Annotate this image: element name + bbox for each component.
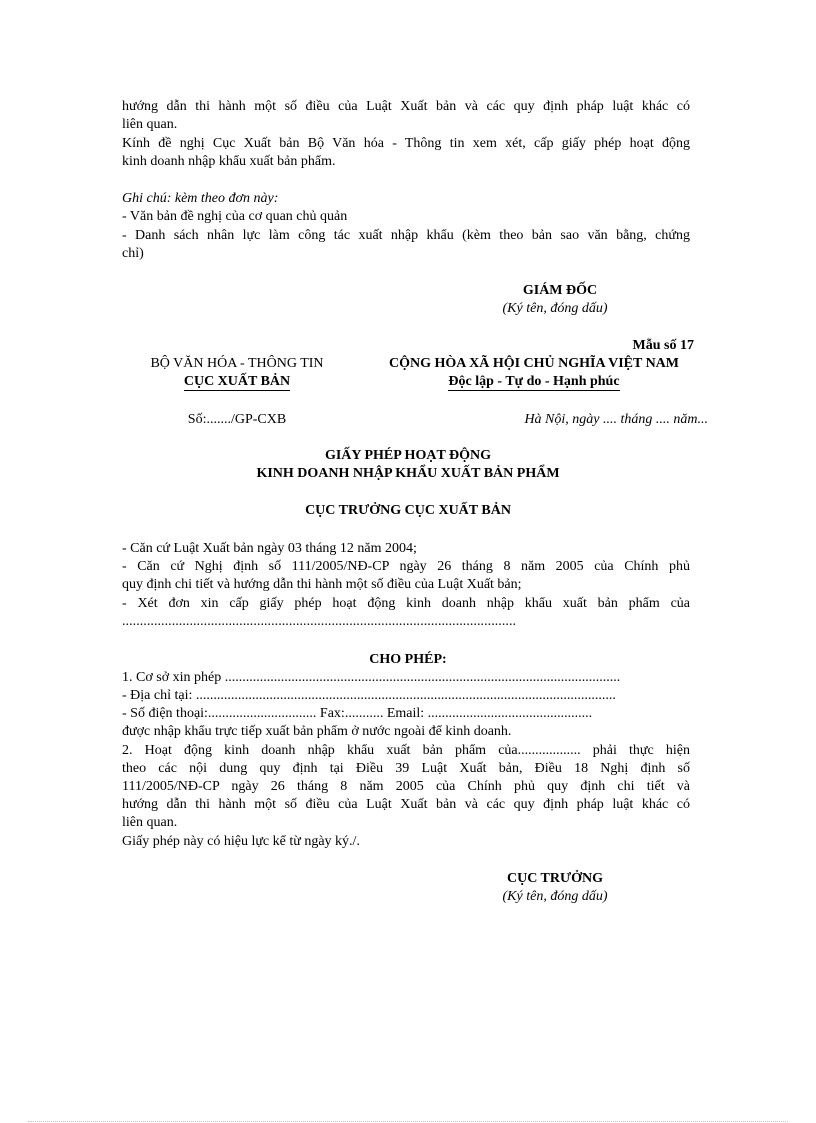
permit-item: 111/2005/NĐ-CP ngày 26 tháng 8 năm 2005 của Chính phủ quy định chi tiết và: [122, 779, 690, 794]
agency-department: CỤC XUẤT BẢN: [183, 374, 291, 389]
body-text-line: Kính đề nghị Cục Xuất bản Bộ Văn hóa - Thông tin xem xét, cấp giấy phép hoạt động: [122, 136, 690, 151]
legal-basis-line: - Xét đơn xin cấp giấy phép hoạt động kinh doanh nhập khẩu xuất bản phẩm của: [122, 596, 690, 611]
national-motto: Độc lập - Tự do - Hạnh phúc: [448, 374, 620, 389]
document-title: GIẤY PHÉP HOẠT ĐỘNG: [324, 448, 492, 463]
place-date: Hà Nội, ngày .... tháng .... năm...: [524, 412, 708, 427]
body-text-line: hướng dẫn thi hành một số điều của Luật Xuất bản và các quy định pháp luật khác có: [122, 99, 690, 114]
permit-item: theo các nội dung quy định tại Điều 39 Luật Xuất bản, Điều 18 Nghị định số: [122, 761, 690, 776]
note-item: - Danh sách nhân lực làm công tác xuất nhập khẩu (kèm theo bản sao văn bằng, chứng: [122, 228, 690, 243]
permit-item: - Số điện thoại:............................... Fax:........... Email: ...............................................: [122, 706, 593, 721]
page-bottom-rule: [28, 1121, 788, 1122]
legal-basis-line: quy định chi tiết và hướng dẫn thi hành một số điều của Luật Xuất bản;: [122, 577, 522, 592]
permit-heading: CHO PHÉP:: [369, 652, 447, 667]
validity-statement: Giấy phép này có hiệu lực kể từ ngày ký./.: [122, 834, 360, 849]
permit-item: liên quan.: [122, 815, 178, 830]
note-item: - Văn bản đề nghị của cơ quan chủ quản: [122, 209, 348, 224]
permit-item: - Địa chỉ tại: ........................................................................................................................: [122, 688, 616, 703]
permit-item: được nhập khẩu trực tiếp xuất bản phẩm ở nước ngoài để kinh doanh.: [122, 724, 512, 739]
director-signature-note: (Ký tên, đóng dấu): [502, 301, 608, 316]
legal-basis-line: - Căn cứ Nghị định số 111/2005/NĐ-CP ngày 26 tháng 8 năm 2005 của Chính phủ: [122, 559, 690, 574]
legal-basis-dots: ...............................................................................................................: [122, 614, 517, 629]
permit-item: 1. Cơ sở xin phép .................................................................................................................: [122, 670, 621, 685]
permit-item: hướng dẫn thi hành một số điều của Luật Xuất bản và các quy định pháp luật khác có: [122, 797, 690, 812]
director-signature-title: GIÁM ĐỐC: [522, 283, 598, 298]
document-subtitle: KINH DOANH NHẬP KHẨU XUẤT BẢN PHẨM: [256, 466, 560, 481]
legal-basis-line: - Căn cứ Luật Xuất bản ngày 03 tháng 12 năm 2004;: [122, 541, 417, 556]
agency-ministry: BỘ VĂN HÓA - THÔNG TIN: [150, 356, 324, 371]
national-title: CỘNG HÒA XÃ HỘI CHỦ NGHĨA VIỆT NAM: [388, 356, 679, 371]
permit-item: 2. Hoạt động kinh doanh nhập khẩu xuất bản phẩm của.................. phải thực hiện: [122, 743, 690, 758]
head-signature-title: CỤC TRƯỞNG: [506, 871, 604, 886]
body-text-line: kinh doanh nhập khẩu xuất bản phẩm.: [122, 154, 336, 169]
permit-number: Số:......./GP-CXB: [187, 412, 287, 427]
form-number: Mẫu số 17: [632, 338, 694, 353]
head-signature-note: (Ký tên, đóng dấu): [502, 889, 608, 904]
note-item: chỉ): [122, 246, 144, 261]
body-text-line: liên quan.: [122, 117, 178, 132]
note-title: Ghi chú: kèm theo đơn này:: [122, 191, 279, 206]
issuing-authority: CỤC TRƯỞNG CỤC XUẤT BẢN: [305, 503, 511, 518]
